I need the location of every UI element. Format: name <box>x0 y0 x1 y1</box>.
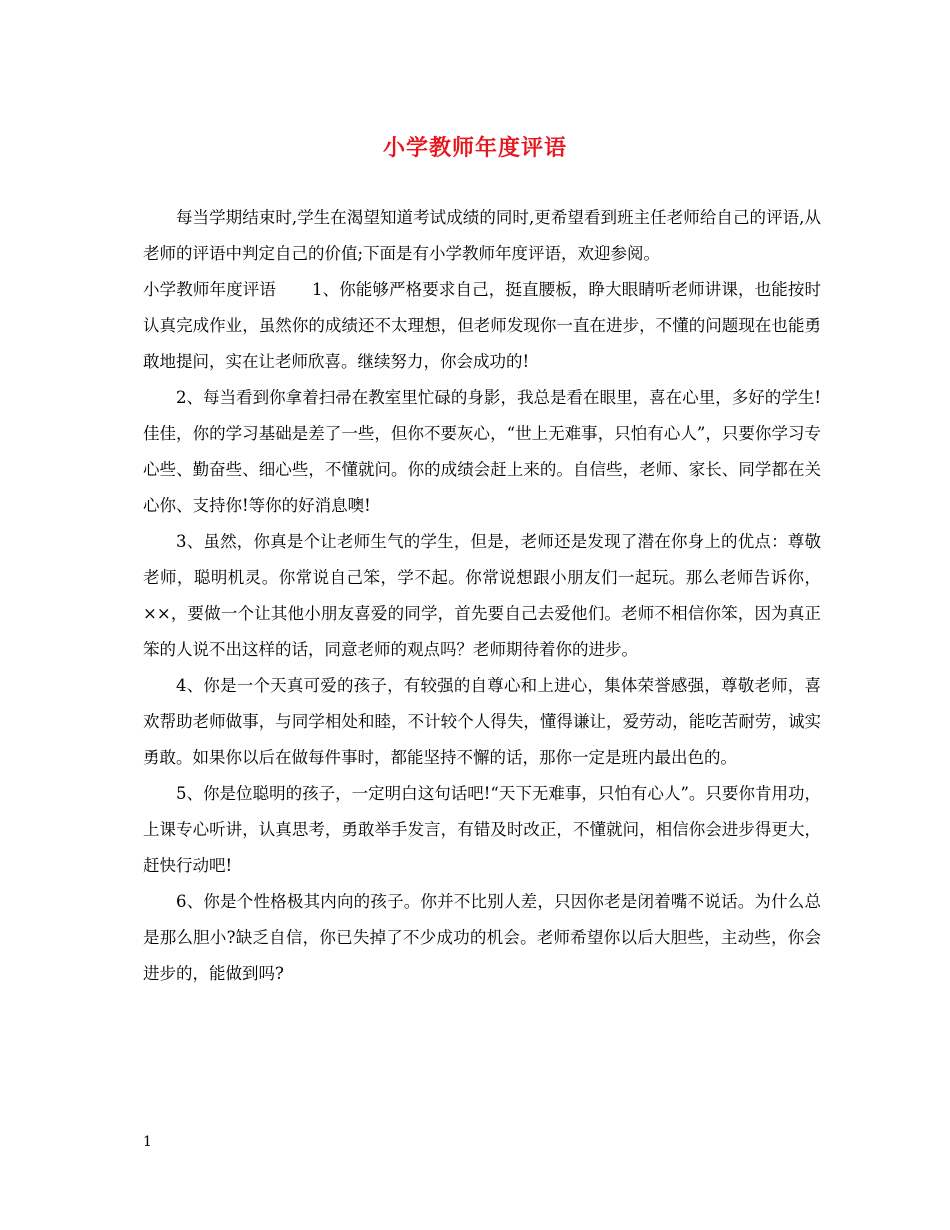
intro-paragraph: 每当学期结束时,学生在渴望知道考试成绩的同时,更希望看到班主任老师给自己的评语,从老师的评语中判定自己的价值;下面是有小学教师年度评语，欢迎参阅。 <box>143 208 821 263</box>
comment-paragraph-5: 5、你是位聪明的孩子，一定明白这句话吧!“天下无难事，只怕有心人”。只要你肯用功，上课专心听讲，认真思考，勇敢举手发言，有错及时改正，不懂就问，相信你会进步得更大，赶快行动吧! <box>143 784 821 875</box>
comment-paragraph-2: 2、每当看到你拿着扫帚在教室里忙碌的身影，我总是看在眼里，喜在心里，多好的学生!佳佳，你的学习基础是差了一些，但你不要灰心，“世上无难事，只怕有心人”，只要你学习专心些、勤奋些、细心些，不懂就问。你的成绩会赶上来的。自信些，老师、家长、同学都在关心你、支持你!等你的好消息噢! <box>143 388 821 515</box>
section-paragraph-1 <box>143 272 821 380</box>
document-title: 小学教师年度评语 <box>382 135 567 161</box>
comment-paragraph-4: 4、你是一个天真可爱的孩子，有较强的自尊心和上进心，集体荣誉感强，尊敬老师，喜欢帮助老师做事，与同学相处和睦，不计较个人得失，懂得谦让，爱劳动，能吃苦耐劳，诚实勇敢。如果你以后在做每件事时，都能坚持不懈的话，那你一定是班内最出色的。 <box>143 676 821 767</box>
document-body <box>143 200 821 992</box>
comment-paragraph-6: 6、你是个性格极其内向的孩子。你并不比别人差，只因你老是闭着嘴不说话。为什么总是那么胆小?缺乏自信，你已失掉了不少成功的机会。老师希望你以后大胆些，主动些，你会进步的，能做到吗? <box>143 892 821 983</box>
comment-paragraph-3: 3、虽然，你真是个让老师生气的学生，但是，老师还是发现了潜在你身上的优点：尊敬老师，聪明机灵。你常说自己笨，学不起。你常说想跟小朋友们一起玩。那么老师告诉你，××，要做一个让其他小朋友喜爱的同学，首先要自己去爱他们。老师不相信你笨，因为真正笨的人说不出这样的话，同意老师的观点吗？老师期待着你的进步。 <box>143 532 821 659</box>
comment-1-text: 1、你能够严格要求自己，挺直腰板，睁大眼睛听老师讲课，也能按时认真完成作业，虽然你的成绩还不太理想，但老师发现你一直在进步，不懂的问题现在也能勇敢地提问，实在让老师欣喜。继续努力，你会成功的! <box>143 280 822 371</box>
section-label: 小学教师年度评语 <box>143 280 276 299</box>
page-number: 1 <box>143 1134 152 1150</box>
